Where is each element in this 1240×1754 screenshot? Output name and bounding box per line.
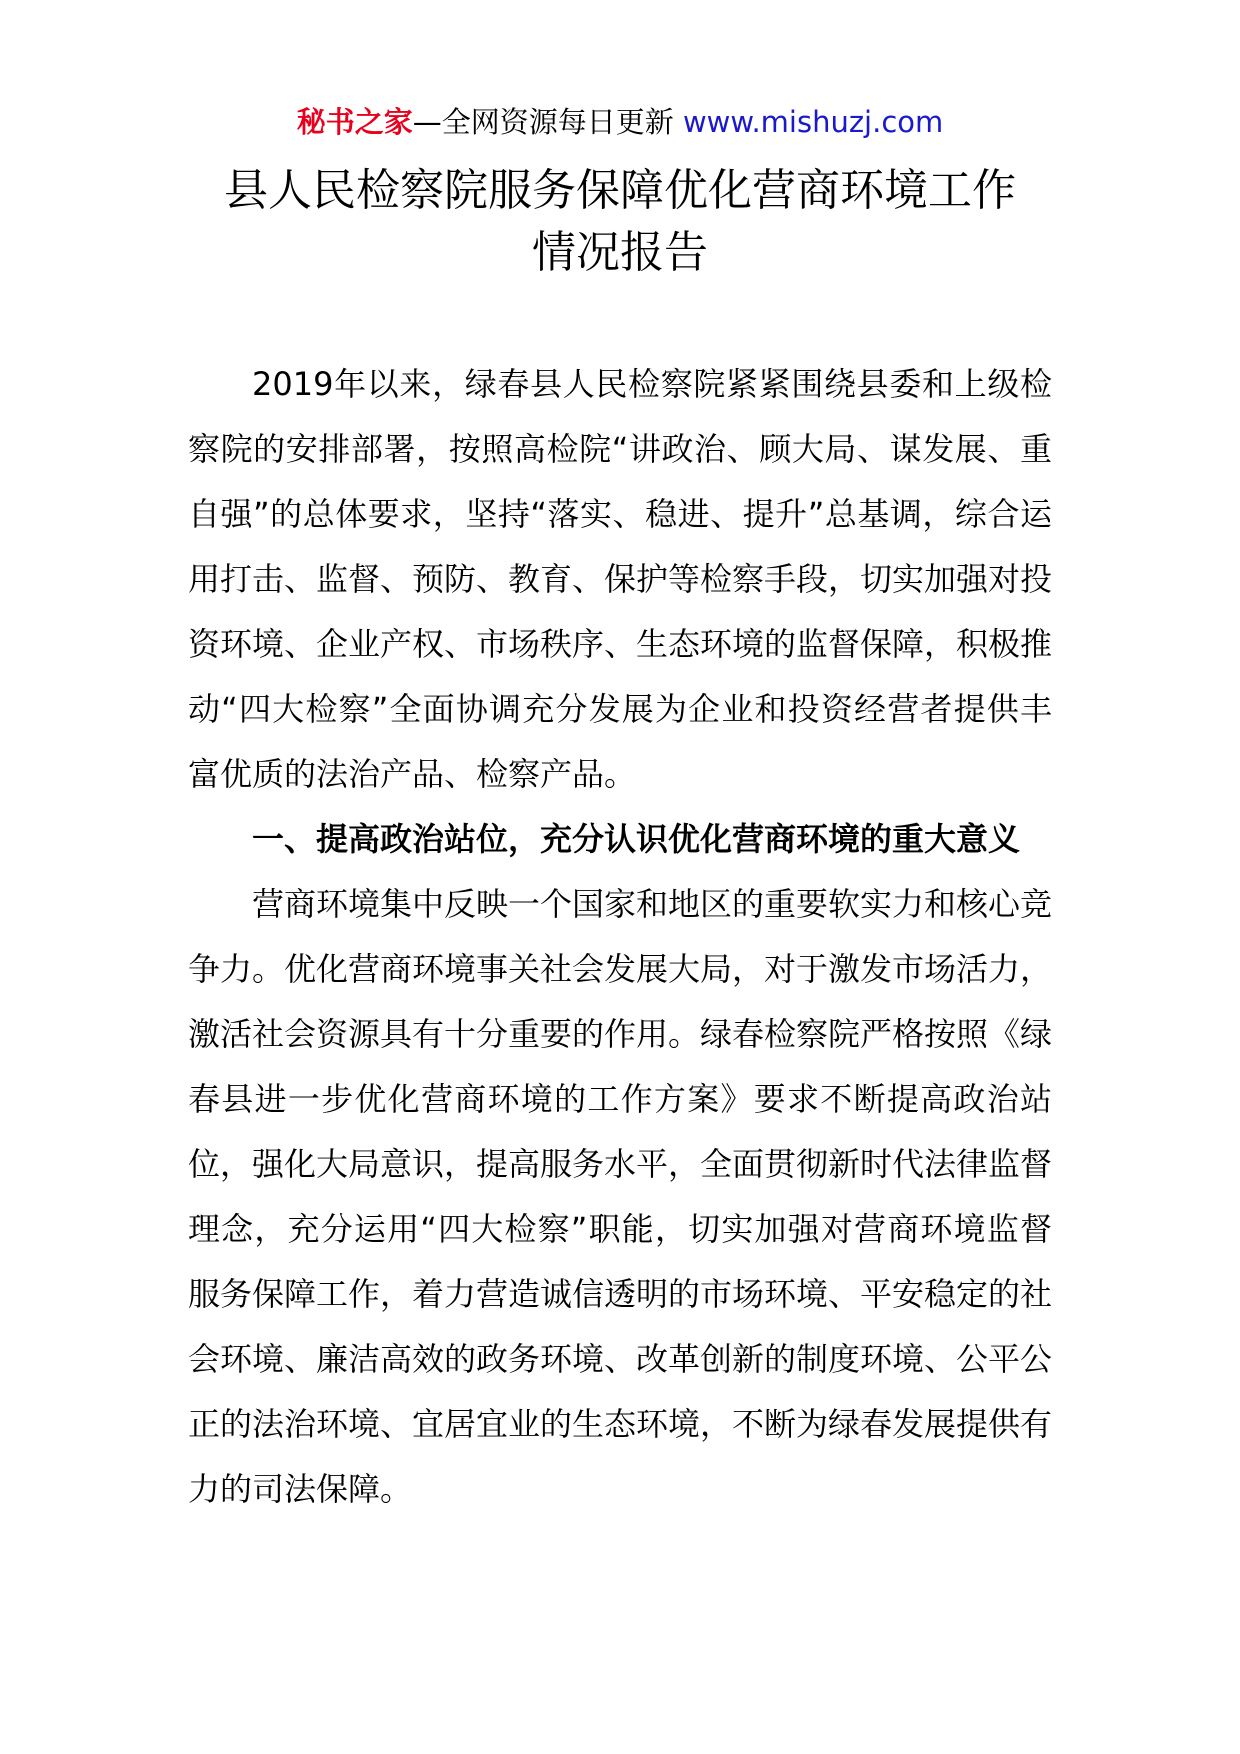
body-paragraph-1: 2019年以来，绿春县人民检察院紧紧围绕县委和上级检察院的安排部署，按照高检院“讲政治、顾大局、谋发展、重自强”的总体要求，坚持“落实、稳进、提升”总基调，综合运用打击、监督、预防、教育、保护等检察手段，切实加强对投资环境、企业产权、市场秩序、生态环境的监督保障，积极推动“四大检察”全面协调充分发展为企业和投资经营者提供丰富优质的法治产品、检察产品。 [188,365,1053,793]
site-header [0,102,1240,142]
document-title-line-2: 情况报告 [532,227,708,278]
document-body [188,352,1052,1522]
body-paragraph-2: 营商环境集中反映一个国家和地区的重要软实力和核心竞争力。优化营商环境事关社会发展大局，对于激发市场活力，激活社会资源具有十分重要的作用。绿春检察院严格按照《绿春县进一步优化营商环境的工作方案》要求不断提高政治站位，强化大局意识，提高服务水平，全面贯彻新时代法律监督理念，充分运用“四大检察”职能，切实加强对营商环境监督服务保障工作，着力营造诚信透明的市场环境、平安稳定的社会环境、廉洁高效的政务环境、改革创新的制度环境、公平公正的法治环境、宜居宜业的生态环境，不断为绿春发展提供有力的司法保障。 [188,885,1053,1508]
site-url-link[interactable]: www.mishuzj.com [682,105,944,139]
document-title-line-1: 县人民检察院服务保障优化营商环境工作 [224,165,1016,216]
site-brand: 秘书之家 [296,105,413,139]
site-slogan: —全网资源每日更新 [412,105,674,139]
section-heading-1: 一、提高政治站位，充分认识优化营商环境的重大意义 [252,820,1021,858]
document-title [150,160,1090,284]
